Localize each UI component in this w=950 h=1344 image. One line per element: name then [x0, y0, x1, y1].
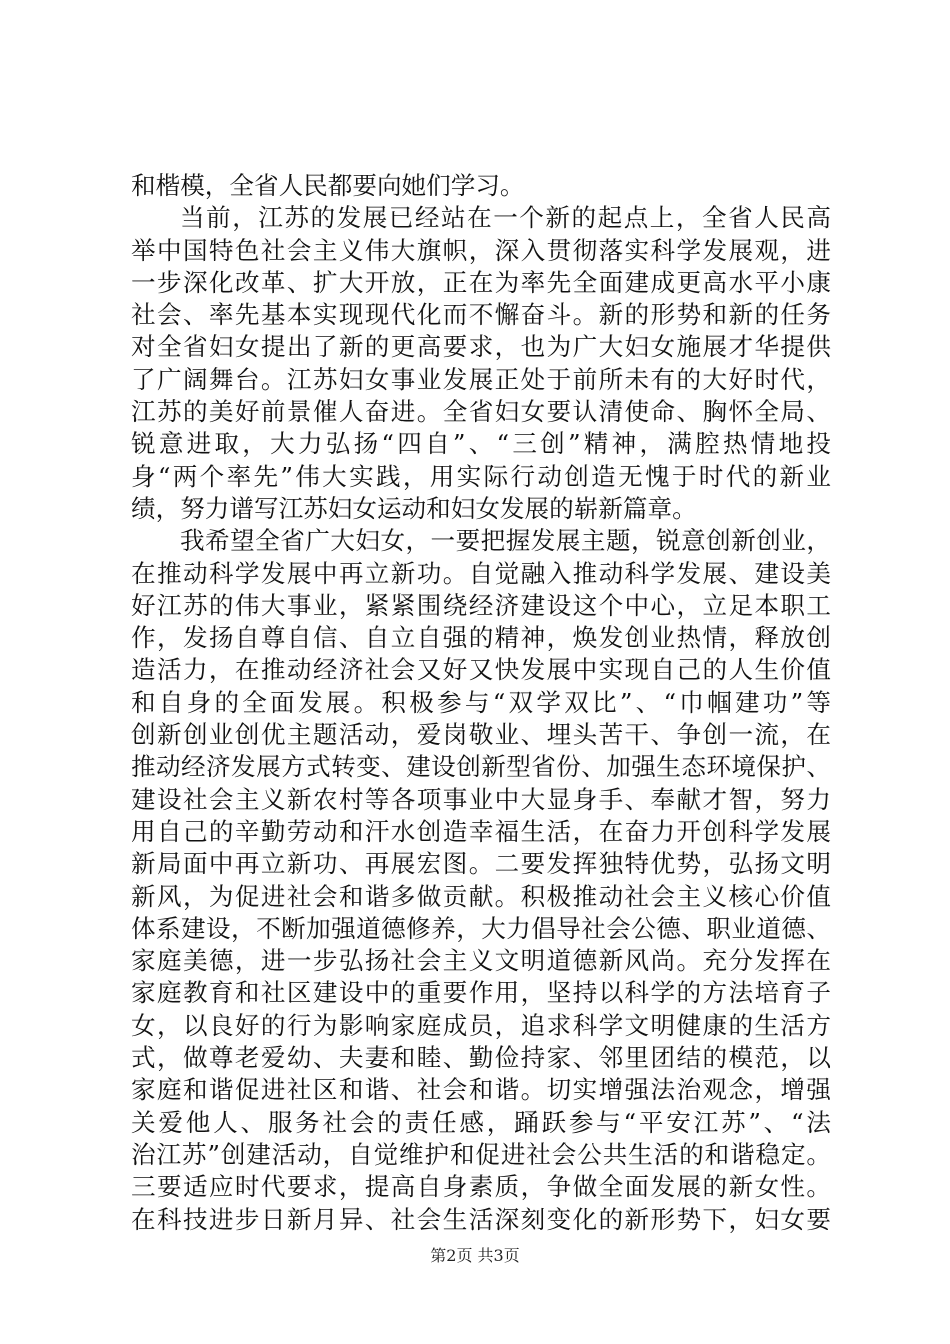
text-line: 和自身的全面发展。积极参与“双学双比”、“巾帼建功”等 — [131, 687, 831, 717]
text-line: 在推动科学发展中再立新功。自觉融入推动科学发展、建设美 — [131, 558, 831, 588]
text-line: 造活力，在推动经济社会又好又快发展中实现自己的人生价值 — [131, 655, 831, 685]
text-line: 社会、率先基本实现现代化而不懈奋斗。新的形势和新的任务 — [131, 300, 831, 330]
text-line: 我希望全省广大妇女，一要把握发展主题，锐意创新创业， — [180, 526, 831, 556]
text-line: 了广阔舞台。江苏妇女事业发展正处于前所未有的大好时代， — [131, 364, 831, 394]
text-line: 新局面中再立新功、再展宏图。二要发挥独特优势，弘扬文明 — [131, 849, 831, 879]
text-line: 关爱他人、服务社会的责任感，踊跃参与“平安江苏”、“法 — [131, 1107, 831, 1137]
text-line: 女，以良好的行为影响家庭成员，追求科学文明健康的生活方 — [131, 1010, 831, 1040]
page-footer: 第2页 共3页 — [430, 1246, 520, 1265]
text-line: 用自己的辛勤劳动和汗水创造幸福生活，在奋力开创科学发展 — [131, 816, 831, 846]
text-line: 创新创业创优主题活动，爱岗敬业、埋头苦干、争创一流，在 — [131, 720, 831, 750]
text-line: 推动经济发展方式转变、建设创新型省份、加强生态环境保护、 — [131, 752, 831, 782]
text-line: 治江苏”创建活动，自觉维护和促进社会公共生活的和谐稳定。 — [131, 1139, 831, 1169]
text-line: 三要适应时代要求，提高自身素质，争做全面发展的新女性。 — [131, 1172, 831, 1202]
text-line: 作，发扬自尊自信、自立自强的精神，焕发创业热情，释放创 — [131, 623, 831, 653]
text-line: 锐意进取，大力弘扬“四自”、“三创”精神，满腔热情地投 — [131, 429, 831, 459]
text-line: 家庭教育和社区建设中的重要作用，坚持以科学的方法培育子 — [131, 978, 831, 1008]
text-line: 一步深化改革、扩大开放，正在为率先全面建成更高水平小康 — [131, 267, 831, 297]
text-line: 举中国特色社会主义伟大旗帜，深入贯彻落实科学发展观，进 — [131, 235, 831, 265]
text-line: 新风，为促进社会和谐多做贡献。积极推动社会主义核心价值 — [131, 881, 831, 911]
text-line: 在科技进步日新月异、社会生活深刻变化的新形势下，妇女要 — [131, 1204, 831, 1234]
text-line: 建设社会主义新农村等各项事业中大显身手、奉献才智，努力 — [131, 784, 831, 814]
text-line: 绩，努力谱写江苏妇女运动和妇女发展的崭新篇章。 — [131, 493, 697, 523]
text-line: 当前，江苏的发展已经站在一个新的起点上，全省人民高 — [180, 203, 831, 233]
text-line: 和楷模，全省人民都要向她们学习。 — [131, 171, 525, 200]
document-body — [131, 170, 831, 1236]
text-line: 江苏的美好前景催人奋进。全省妇女要认清使命、胸怀全局、 — [131, 397, 831, 427]
text-line: 对全省妇女提出了新的更高要求，也为广大妇女施展才华提供 — [131, 332, 831, 362]
text-line: 体系建设，不断加强道德修养，大力倡导社会公德、职业道德、 — [131, 913, 831, 943]
text-line: 家庭和谐促进社区和谐、社会和谐。切实增强法治观念，增强 — [131, 1075, 831, 1105]
text-line: 家庭美德，进一步弘扬社会主义文明道德新风尚。充分发挥在 — [131, 946, 831, 976]
text-line: 式，做尊老爱幼、夫妻和睦、勤俭持家、邻里团结的模范，以 — [131, 1043, 831, 1073]
text-line: 身“两个率先”伟大实践，用实际行动创造无愧于时代的新业 — [131, 461, 831, 491]
text-line: 好江苏的伟大事业，紧紧围绕经济建设这个中心，立足本职工 — [131, 590, 831, 620]
